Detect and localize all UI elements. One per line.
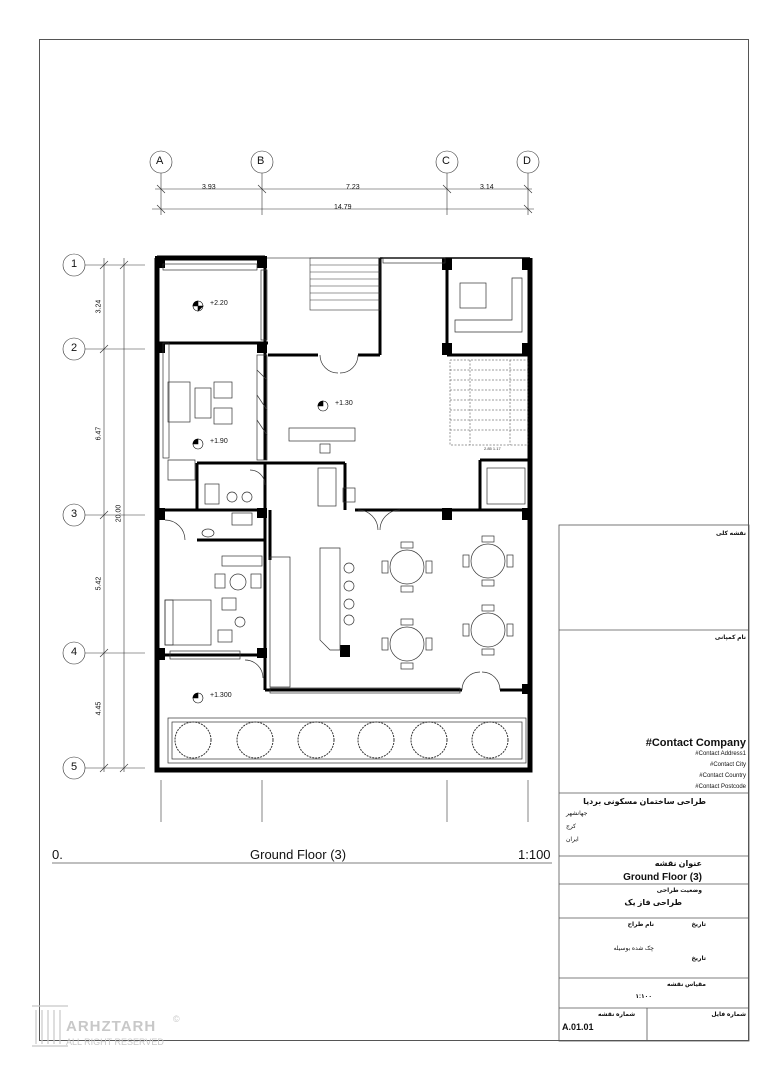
company-country: #Contact Country — [699, 773, 746, 779]
company-address: #Contact Address1 — [695, 751, 746, 757]
grid-label-b: B — [257, 155, 265, 167]
level-label: +1.90 — [210, 438, 228, 445]
watermark-rights: ALL RIGHT RESERVED — [66, 1037, 164, 1047]
scale-value: ۱:۱۰۰ — [635, 994, 652, 1000]
company-name: #Contact Company — [645, 737, 746, 749]
designer-label: نام طراح — [627, 922, 654, 928]
grid-label-2: 2 — [71, 342, 78, 354]
dim-34: 5.42 — [95, 576, 103, 591]
level-label: +1.300 — [210, 692, 232, 699]
grid-label-d: D — [523, 155, 531, 167]
stair-label: 2.85 1.17 — [484, 446, 501, 451]
dim-total-left: 20.00 — [115, 504, 123, 523]
dim-cd: 3.14 — [480, 184, 494, 191]
grid-label-4: 4 — [71, 646, 78, 658]
dim-total-top: 14.79 — [334, 204, 352, 211]
overall-plan-label: نقشه کلی — [716, 531, 746, 537]
grid-label-c: C — [442, 155, 450, 167]
design-status: طراحی فاز یک — [624, 898, 682, 907]
project-name: طراحی ساختمان مسکونی بردیا — [583, 797, 706, 806]
company-postcode: #Contact Postcode — [695, 784, 746, 790]
dim-bc: 7.23 — [346, 184, 360, 191]
sheet-no: A.01.01 — [562, 1022, 594, 1032]
grid-label-1: 1 — [71, 258, 78, 270]
caption-scale: 1:100 — [518, 847, 551, 862]
scale-label: مقیاس نقشه — [667, 982, 706, 988]
watermark-logo — [28, 1000, 188, 1055]
watermark-copyright: © — [173, 1014, 180, 1024]
design-status-label: وضعیت طراحی — [656, 888, 702, 894]
grid-label-5: 5 — [71, 761, 78, 773]
watermark-brand: ARHZTARH — [66, 1018, 157, 1035]
caption-title: Ground Floor (3) — [250, 847, 347, 862]
location-line-3: ایران — [566, 837, 579, 843]
dim-23: 6.47 — [95, 426, 103, 441]
date2-label: تاریخ — [691, 956, 706, 962]
location-line-2: کرج — [566, 824, 577, 830]
level-label: +2.20 — [210, 300, 228, 307]
plan-title-label: عنوان نقشه — [654, 859, 702, 868]
checked-by-label: چک شده بوسیله — [613, 946, 654, 952]
grid-label-a: A — [156, 155, 164, 167]
company-city: #Contact City — [709, 762, 746, 768]
sheet-no-label: شماره نقشه — [598, 1012, 636, 1018]
dim-12: 3.24 — [95, 299, 103, 314]
level-label: +1.30 — [335, 400, 353, 407]
location-line-1: جهانشهر — [566, 811, 588, 817]
date-label: تاریخ — [691, 922, 706, 928]
dim-45: 4.45 — [95, 701, 103, 716]
grid-label-3: 3 — [71, 508, 78, 520]
company-name-label: نام کمپانی — [714, 635, 746, 641]
plan-title: Ground Floor (3) — [623, 872, 702, 883]
caption-number: 0. — [52, 847, 63, 862]
file-no-label: شماره فایل — [711, 1012, 746, 1018]
dim-ab: 3.93 — [202, 184, 216, 191]
